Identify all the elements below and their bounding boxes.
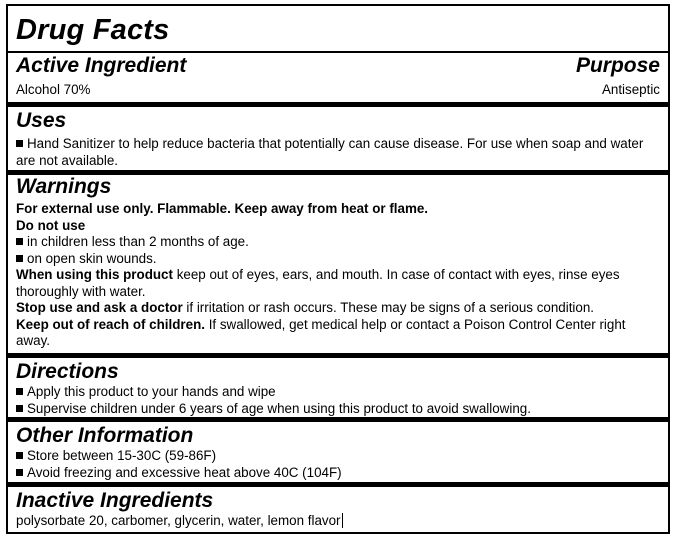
when-using-warning: When using this product keep out of eyes, ears, and mouth. In case of contact with eyes, rinse eyes thoroughly with water. — [16, 267, 620, 299]
text-cursor — [342, 513, 343, 528]
list-item: Hand Sanitizer to help reduce bacteria that potentially can cause disease. For use when soap and water are not available. — [16, 136, 644, 168]
uses-heading: Uses — [16, 109, 67, 132]
bullet-icon — [16, 238, 23, 245]
list-item: Store between 15-30C (59-86F) — [16, 448, 660, 465]
do-not-use-heading: Do not use — [16, 217, 86, 233]
purpose-heading: Purpose — [575, 54, 660, 77]
list-item: Apply this product to your hands and wipe — [16, 384, 660, 401]
divider — [8, 353, 668, 358]
page-title: Drug Facts — [16, 14, 170, 46]
warnings-section — [8, 175, 668, 350]
bullet-icon — [16, 388, 23, 395]
list-item: in children less than 2 months of age. — [16, 234, 660, 251]
bullet-icon — [16, 469, 23, 476]
active-ingredient-value: Alcohol 70% — [16, 82, 91, 97]
stop-use-warning: Stop use and ask a doctor if irritation or rash occurs. These may be signs of a serious condition. — [16, 300, 595, 315]
list-item: Avoid freezing and excessive heat above 40C (104F) — [16, 465, 660, 482]
other-information-heading: Other Information — [16, 424, 194, 447]
active-ingredient-heading: Active Ingredient — [16, 54, 187, 77]
warnings-heading: Warnings — [16, 175, 112, 198]
inactive-ingredients-heading: Inactive Ingredients — [16, 489, 214, 512]
bullet-icon — [16, 452, 23, 459]
list-item: Supervise children under 6 years of age when using this product to avoid swallowing. — [16, 401, 660, 418]
directions-section — [8, 360, 668, 417]
divider — [8, 102, 668, 107]
divider — [8, 51, 668, 53]
drug-facts-label — [6, 4, 670, 534]
divider — [8, 482, 668, 487]
inactive-ingredients-section — [8, 489, 668, 530]
bullet-icon — [16, 140, 23, 147]
keep-out-warning: Keep out of reach of children. If swallowed, get medical help or contact a Poison Control Center right away. — [16, 316, 626, 348]
title-section — [8, 13, 668, 47]
list-item: on open skin wounds. — [16, 251, 660, 268]
warning-external: For external use only. Flammable. Keep away from heat or flame. — [16, 201, 429, 216]
bullet-icon — [16, 405, 23, 412]
uses-section — [8, 109, 668, 169]
other-information-section — [8, 424, 668, 481]
directions-heading: Directions — [16, 360, 119, 383]
purpose-value: Antiseptic — [601, 82, 660, 97]
divider — [8, 417, 668, 422]
active-ingredient-section — [8, 54, 668, 99]
inactive-ingredients-text[interactable]: polysorbate 20, carbomer, glycerin, water, lemon flavor — [16, 513, 341, 528]
bullet-icon — [16, 255, 23, 262]
